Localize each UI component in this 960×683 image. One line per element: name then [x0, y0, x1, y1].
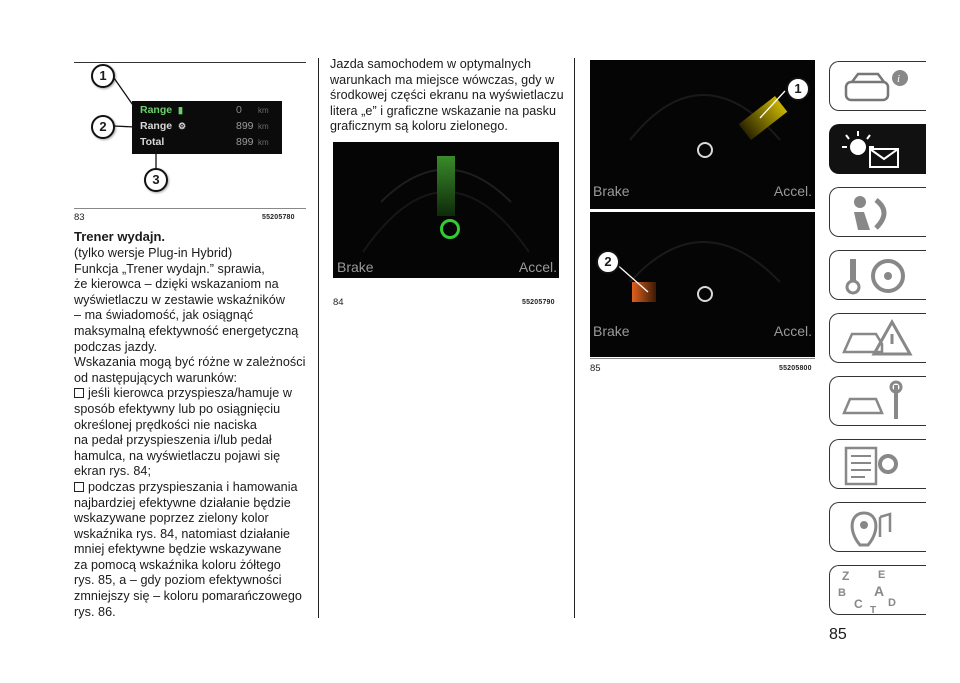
total-value: 899	[236, 136, 254, 148]
bullet-box-icon	[74, 388, 84, 398]
callout-2: 2	[91, 115, 115, 139]
section-body	[74, 246, 314, 620]
body-line: warunkach ma miejsce wówczas, gdy w	[330, 72, 555, 87]
body-line: najbardziej efektywne działanie będzie	[74, 495, 291, 510]
body-line: graficznym są koloru zielonego.	[330, 119, 508, 134]
body-line: litera „e” i graficzne wskazanie na pasku	[330, 103, 557, 118]
bullet-item	[74, 386, 314, 480]
figure-84-code: 55205790	[522, 299, 555, 306]
car-service-icon	[830, 377, 926, 427]
figure-83-number: 83	[74, 212, 85, 223]
column-2-paragraph	[330, 57, 570, 135]
tab-emergency[interactable]	[829, 313, 926, 363]
fuel-pump-icon: ▮	[178, 105, 183, 115]
column-divider-2	[574, 58, 575, 618]
body-line: Wskazania mogą być różne w zależności	[74, 355, 306, 370]
tab-warning-lights[interactable]	[829, 124, 926, 174]
range-value-2: 899	[236, 120, 254, 132]
callout-1: 1	[91, 64, 115, 88]
range-value-1: 0	[236, 104, 242, 116]
body-line: za pomocą wskaźnika koloru żółtego	[74, 557, 281, 572]
car-crash-warning-icon	[830, 314, 926, 364]
figure-83-code: 55205780	[262, 214, 295, 221]
tab-index[interactable]	[829, 565, 926, 615]
figure-85-leader-lines	[590, 60, 815, 320]
body-line: hamulca, na wyświetlaczu pojawi się	[74, 448, 281, 463]
tab-multimedia[interactable]	[829, 502, 926, 552]
total-label: Total	[140, 136, 165, 148]
body-line: rys. 85, a – gdy poziom efektywności	[74, 573, 282, 588]
body-line: rys. 86.	[74, 604, 116, 619]
technical-data-icon	[830, 440, 926, 490]
eco-e-icon	[440, 219, 460, 239]
bullet-box-icon	[74, 482, 84, 492]
figure-83-bottom-rule	[74, 208, 306, 209]
brake-label: Brake	[593, 323, 630, 339]
tab-maintenance[interactable]	[829, 376, 926, 426]
callout-3: 3	[144, 168, 168, 192]
figure-85-number: 85	[590, 363, 601, 374]
index-letter-b: B	[838, 587, 846, 599]
body-line: maksymalną efektywność energetyczną	[74, 323, 299, 338]
range-unit-2: km	[258, 122, 269, 131]
body-line: ekran rys. 84;	[74, 464, 151, 479]
index-letter-e: E	[878, 569, 886, 581]
accel-label: Accel.	[773, 323, 812, 339]
body-line: zmniejszy się – koloru pomarańczowego	[74, 589, 302, 604]
index-letter-d: D	[888, 597, 896, 609]
body-line: środkowej części ekranu na wyświetlaczu	[330, 88, 564, 103]
total-unit: km	[258, 138, 269, 147]
airbag-seat-icon	[830, 188, 926, 238]
callout-2: 2	[596, 250, 620, 274]
tab-safety[interactable]	[829, 187, 926, 237]
electric-plug-icon: ⚙	[178, 121, 187, 131]
figure-85-code: 55205800	[779, 365, 812, 372]
figure-84-number: 84	[333, 297, 344, 308]
section-title: Trener wydajn.	[74, 229, 166, 244]
brake-label: Brake	[337, 259, 374, 275]
body-line: jeśli kierowca przyspiesza/hamuje w	[88, 386, 293, 401]
index-letter-c: C	[854, 597, 863, 611]
body-line: (tylko wersje Plug-in Hybrid)	[74, 246, 233, 260]
multimedia-icon	[830, 503, 926, 553]
body-line: wyświetlaczu w zestawie wskaźników	[74, 292, 285, 307]
range-label-1: Range	[140, 104, 173, 116]
bullet-item	[74, 480, 314, 620]
tab-technical-data[interactable]	[829, 439, 926, 489]
range-label-2: Range	[140, 120, 173, 132]
body-line: wskazywane poprzez zielony kolor	[74, 511, 269, 526]
tab-starting-driving[interactable]	[829, 250, 926, 300]
page-number: 85	[829, 626, 847, 643]
body-line: mniej efektywne będzie wskazywane	[74, 542, 282, 557]
body-line: od następujących warunków:	[74, 370, 238, 385]
accel-label: Accel.	[518, 259, 557, 275]
key-steering-icon	[830, 251, 926, 301]
body-line: na pedał przyspieszenia i/lub pedał	[74, 433, 272, 448]
index-letters-icon	[830, 566, 926, 616]
body-line: wskaźnika rys. 84, natomiast działanie	[74, 526, 291, 541]
brake-label: Brake	[593, 183, 630, 199]
accel-label: Accel.	[773, 183, 812, 199]
car-info-icon	[830, 62, 926, 112]
body-line: określonej prędkości nie naciska	[74, 417, 257, 432]
callout-1: 1	[786, 77, 810, 101]
efficiency-display-green	[333, 142, 559, 278]
range-unit-1: km	[258, 106, 269, 115]
index-letter-z: Z	[842, 569, 850, 583]
body-line: podczas przyspieszania i hamowania	[88, 479, 298, 494]
body-line: że kierowca – dzięki wskazaniom na	[74, 277, 279, 292]
body-line: sposób efektywny lub po osiągnięciu	[74, 401, 281, 416]
body-line: podczas jazdy.	[74, 339, 158, 354]
body-line: Funkcja „Trener wydajn.” sprawia,	[74, 261, 265, 276]
warning-lights-icon	[830, 125, 926, 175]
green-efficiency-bar	[437, 156, 455, 216]
body-line: – ma świadomość, jak osiągnąć	[74, 308, 254, 323]
tab-vehicle-info[interactable]	[829, 61, 926, 111]
svg-text:i: i	[897, 73, 901, 85]
figure-85-bottom-rule	[590, 358, 815, 359]
column-divider-1	[318, 58, 319, 618]
body-line: Jazda samochodem w optymalnych	[330, 57, 531, 71]
index-letter-a: A	[874, 583, 885, 599]
index-letter-t: T	[870, 605, 877, 616]
